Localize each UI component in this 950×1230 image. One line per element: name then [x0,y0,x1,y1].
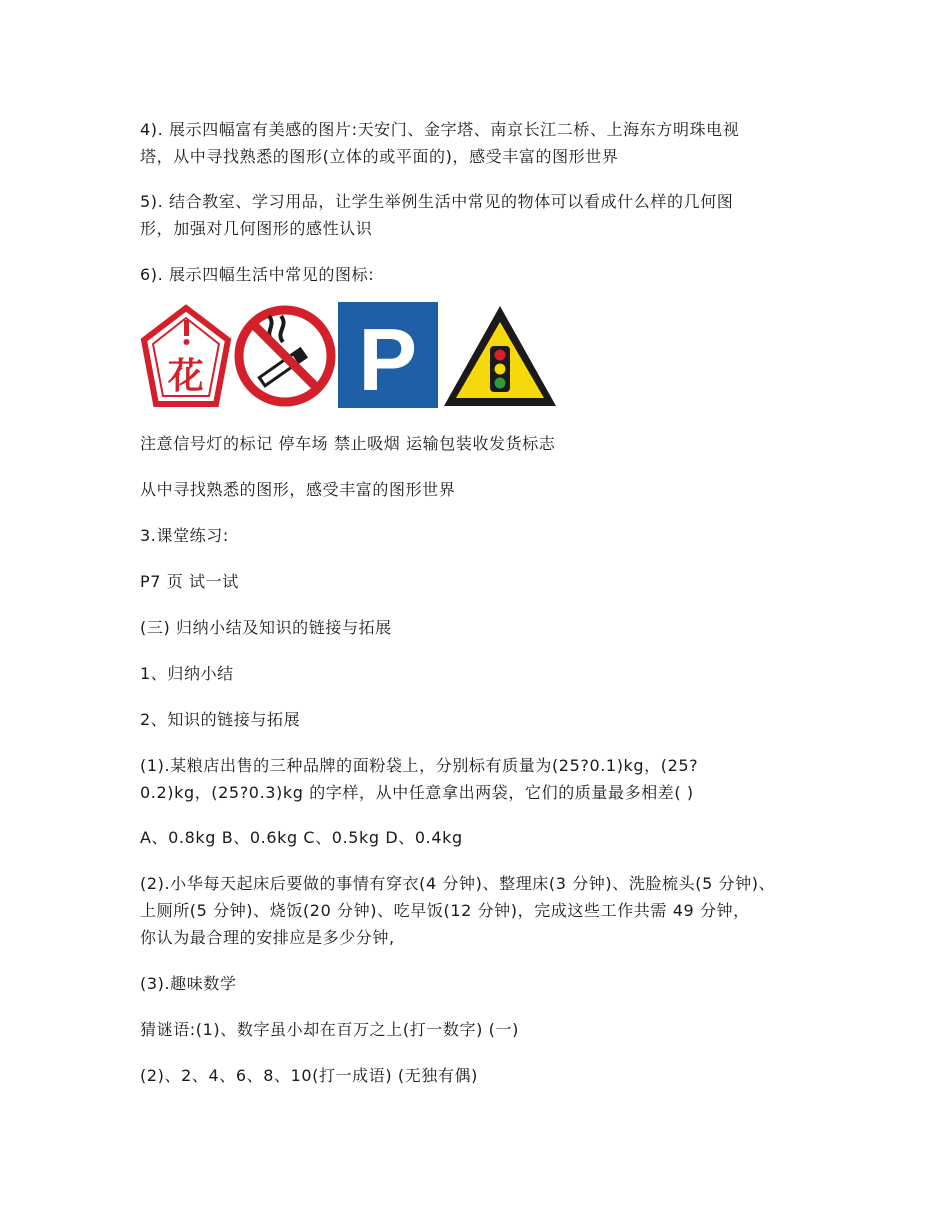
paragraph-4-line-1: 4). 展示四幅富有美感的图片:天安门、金字塔、南京长江二桥、上海东方明珠电视 [140,120,740,139]
sign-images-row [140,302,560,410]
summary-item-1: 1、归纳小结 [140,664,234,683]
svg-text:花: 花 [167,356,205,397]
traffic-light-warning-sign-icon [440,302,560,410]
practice-reference: P7 页 试一试 [140,572,239,591]
parking-sign-icon [338,302,438,408]
paragraph-5-line-1: 5). 结合教室、学习用品，让学生举例生活中常见的物体可以看成什么样的几何图 [140,192,734,211]
question-1-options: A、0.8kg B、0.6kg C、0.5kg D、0.4kg [140,828,463,847]
question-2-line-2: 上厕所(5 分钟)、烧饭(20 分钟)、吃早饭(12 分钟)，完成这些工作共需 49 分钟， [140,901,750,920]
packaging-sign-icon [140,302,232,410]
paragraph-6: 6). 展示四幅生活中常见的图标: [140,265,375,284]
svg-text:P: P [358,310,418,408]
question-1-line-2: 0.2)kg，(25?0.3)kg 的字样，从中任意拿出两袋，它们的质量最多相差( ) [140,783,694,802]
summary-heading: (三) 归纳小结及知识的链接与拓展 [140,618,392,637]
sign-captions: 注意信号灯的标记 停车场 禁止吸烟 运输包装收发货标志 [140,434,556,453]
no-smoking-sign-icon [233,302,339,410]
question-2-line-1: (2).小华每天起床后要做的事情有穿衣(4 分钟)、整理床(3 分钟)、洗脸梳头(5 分钟)、 [140,874,776,893]
find-shapes-text: 从中寻找熟悉的图形，感受丰富的图形世界 [140,480,456,499]
summary-item-2: 2、知识的链接与拓展 [140,710,301,729]
paragraph-5-line-2: 形，加强对几何图形的感性认识 [140,219,373,238]
question-1-line-1: (1).某粮店出售的三种品牌的面粉袋上，分别标有质量为(25?0.1)kg，(25? [140,756,699,775]
riddle-2: (2)、2、4、6、8、10(打一成语) (无独有偶) [140,1066,478,1085]
practice-heading: 3.课堂练习: [140,526,229,545]
question-2-line-3: 你认为最合理的安排应是多少分钟, [140,928,395,947]
riddle-1: 猜谜语:(1)、数字虽小却在百万之上(打一数字) (一) [140,1020,519,1039]
question-3-heading: (3).趣味数学 [140,974,237,993]
paragraph-4-line-2: 塔，从中寻找熟悉的图形(立体的或平面的)，感受丰富的图形世界 [140,147,619,166]
